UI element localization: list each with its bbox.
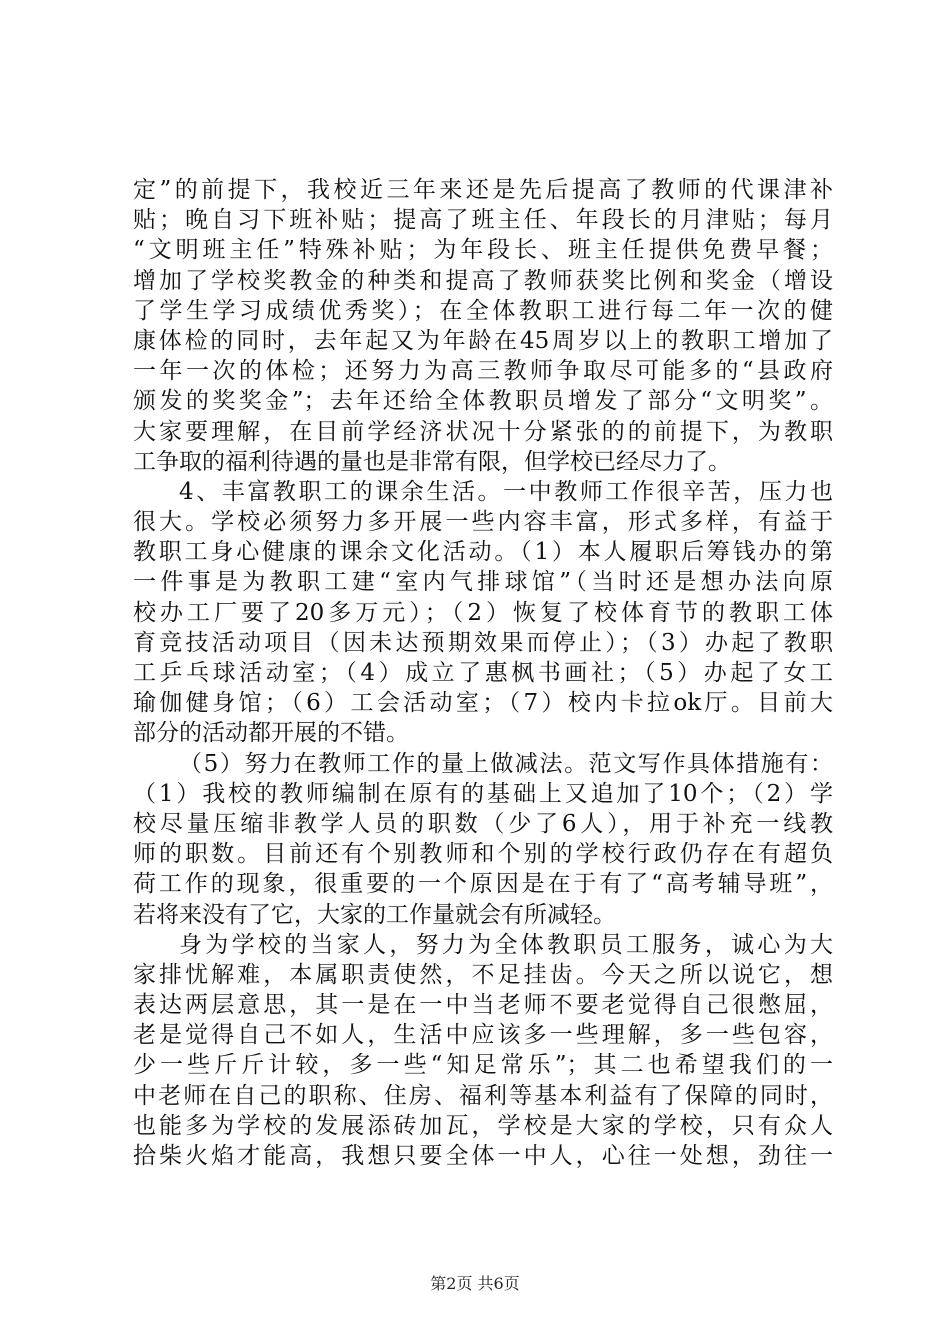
text-line: 少一些斤斤计较，多一些“知足常乐”；其二也希望我们的一 — [133, 1052, 833, 1079]
text-line: 表达两层意思，其一是在一中当老师不要老觉得自己很憋屈， — [133, 992, 833, 1019]
text-line: 增加了学校奖教金的种类和提高了教师获奖比例和奖金（增设 — [133, 267, 833, 294]
text-line: 瑜伽健身馆；（6）工会活动室；（7）校内卡拉ok厅。目前大 — [133, 690, 833, 717]
text-line: 工争取的福利待遇的量也是非常有限，但学校已经尽力了。 — [133, 448, 731, 475]
text-line: 大家要理解，在目前学经济状况十分紧张的的前提下，为教职 — [133, 418, 833, 445]
text-line: 颁发的奖奖金”；去年还给全体教职员增发了部分“文明奖”。 — [133, 388, 833, 415]
text-line: 育竞技活动项目（因未达预期效果而停止）；（3）办起了教职 — [133, 629, 833, 656]
text-line: 校尽量压缩非教学人员的职数（少了6人），用于补充一线教 — [133, 810, 833, 837]
text-line: 康体检的同时，去年起又为年龄在45周岁以上的教职工增加了 — [133, 327, 833, 354]
text-line: “文明班主任”特殊补贴；为年段长、班主任提供免费早餐； — [133, 237, 833, 264]
body-text — [133, 175, 833, 1171]
text-line: 中老师在自己的职称、住房、福利等基本利益有了保障的同时， — [133, 1082, 833, 1109]
text-line: 荷工作的现象，很重要的一个原因是在于有了“高考辅导班”， — [133, 871, 833, 898]
text-line: 部分的活动都开展的不错。 — [133, 720, 409, 747]
text-line: 老是觉得自己不如人，生活中应该多一些理解，多一些包容， — [133, 1022, 833, 1049]
text-line: 很大。学校必须努力多开展一些内容丰富，形式多样，有益于 — [133, 509, 833, 536]
page-footer: 第2页 共6页 — [430, 1274, 520, 1293]
text-line: 贴；晚自习下班补贴；提高了班主任、年段长的月津贴；每月 — [133, 207, 833, 234]
text-line: 若将来没有了它，大家的工作量就会有所减轻。 — [133, 901, 616, 928]
text-line: （5）努力在教师工作的量上做减法。范文写作具体措施有： — [179, 750, 833, 777]
text-line: 校办工厂要了20多万元）；（2）恢复了校体育节的教职工体 — [133, 599, 833, 626]
text-line: 也能多为学校的发展添砖加瓦，学校是大家的学校，只有众人 — [133, 1112, 833, 1139]
text-line: 身为学校的当家人，努力为全体教职员工服务，诚心为大 — [179, 931, 833, 958]
text-line: 定”的前提下，我校近三年来还是先后提高了教师的代课津补 — [133, 177, 833, 203]
text-line: 4、丰富教职工的课余生活。一中教师工作很辛苦，压力也 — [179, 478, 833, 505]
text-line: 家排忧解难，本属职责使然，不足挂齿。今天之所以说它，想 — [133, 961, 833, 988]
text-line: 一年一次的体检；还努力为高三教师争取尽可能多的“县政府 — [133, 358, 833, 385]
text-line: 拾柴火焰才能高，我想只要全体一中人，心往一处想，劲往一 — [133, 1143, 833, 1169]
text-line: 一件事是为教职工建“室内气排球馆”（当时还是想办法向原 — [133, 569, 833, 596]
text-line: 工乒乓球活动室；（4）成立了惠枫书画社；（5）办起了女工 — [133, 660, 833, 686]
text-line: 了学生学习成绩优秀奖）；在全体教职工进行每二年一次的健 — [133, 297, 833, 324]
text-line: 师的职数。目前还有个别教师和个别的学校行政仍存在有超负 — [133, 841, 833, 868]
text-line: （1）我校的教师编制在原有的基础上又追加了10个；（2）学 — [133, 780, 833, 807]
text-line: 教职工身心健康的课余文化活动。（1）本人履职后筹钱办的第 — [133, 539, 833, 566]
